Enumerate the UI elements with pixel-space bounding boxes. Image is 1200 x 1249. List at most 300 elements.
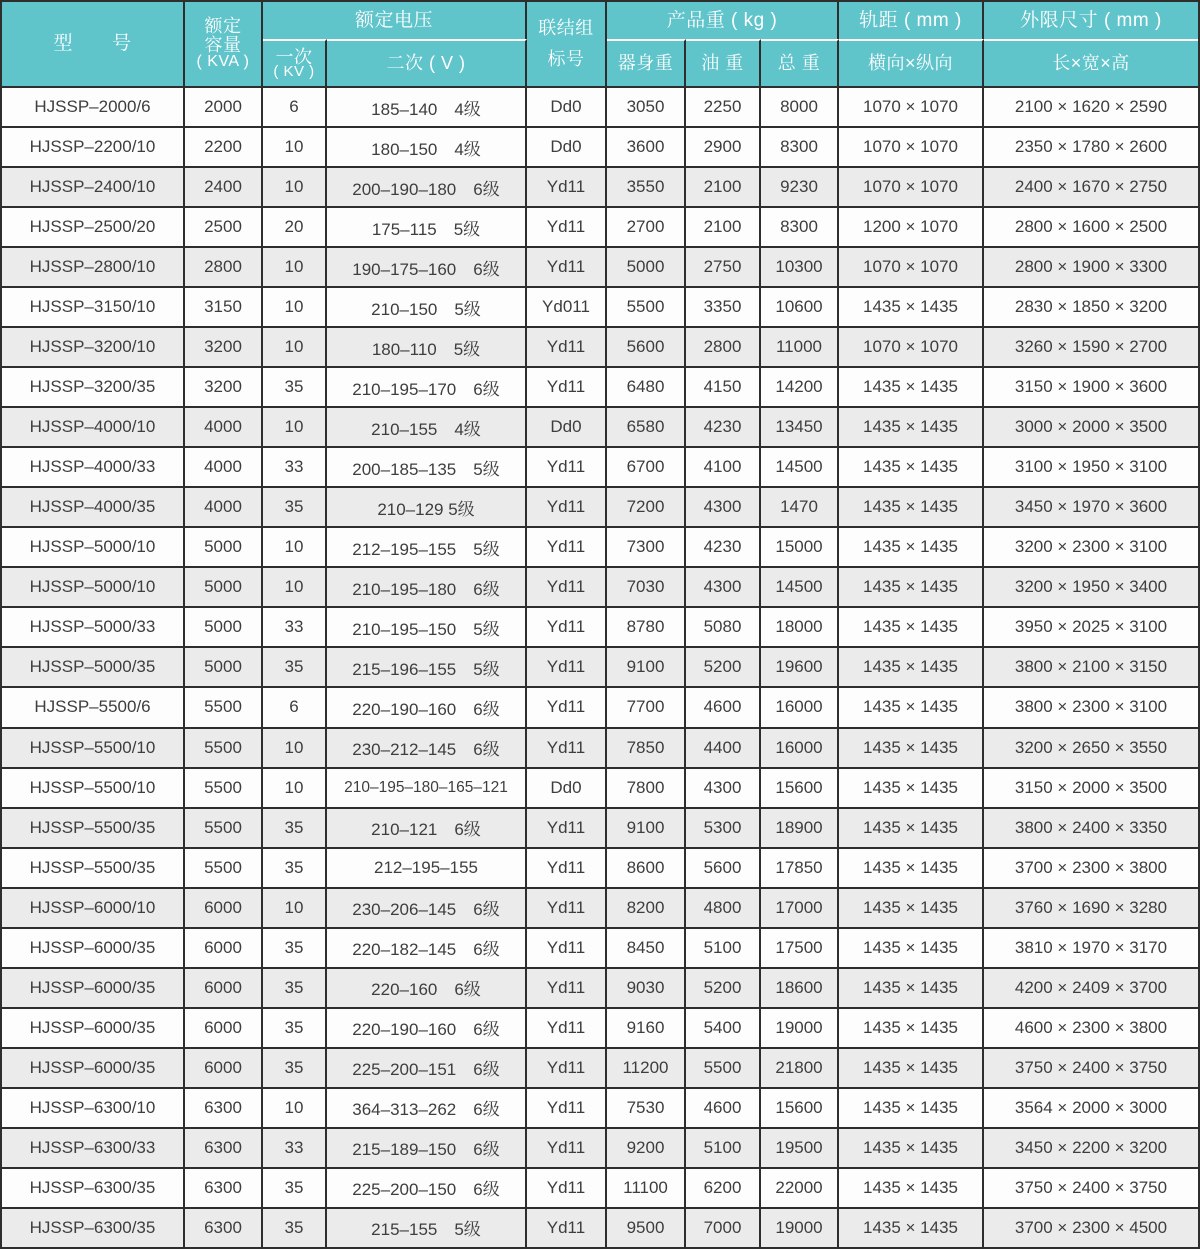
cell-total-weight: 18900 (761, 809, 839, 847)
cell-outer-dimensions: 4200 × 2409 × 3700 (1014, 977, 1168, 997)
header-secondary-voltage: 二次 ( V ) (327, 39, 527, 86)
cell-track-gauge: 1435 × 1435 (839, 368, 984, 406)
cell-total-weight: 22000 (761, 1169, 839, 1207)
cell-rated-capacity: 2500 (185, 208, 263, 246)
cell-secondary-voltage: 220–190–160 6级 (327, 688, 527, 726)
cell-rated-capacity: 3200 (185, 328, 263, 366)
cell-secondary-voltage: 210–195–150 5级 (327, 608, 527, 646)
cell-model: HJSSP–6000/35 (2, 929, 185, 967)
cell-connection-group: Yd11 (527, 328, 607, 366)
cell-rated-capacity: 2200 (185, 128, 263, 166)
table-row (2, 686, 1198, 726)
cell-secondary-voltage: 200–185–135 5级 (327, 448, 527, 486)
cell-oil-weight: 5400 (686, 1009, 761, 1047)
table-row (2, 1167, 1198, 1207)
cell-track-gauge: 1435 × 1435 (839, 688, 984, 726)
cell-outer-dimensions: 3200 × 2650 × 3550 (1014, 737, 1168, 757)
cell-body-weight: 9100 (607, 648, 686, 686)
cell-outer-dimensions: 3750 × 2400 × 3750 (1014, 1177, 1168, 1197)
header-rated-voltage: 额定电压 (263, 2, 527, 39)
cell-oil-weight: 2100 (686, 168, 761, 206)
cell-body-weight: 3050 (607, 88, 686, 126)
cell-track-gauge: 1435 × 1435 (839, 969, 984, 1007)
cell-total-weight: 8300 (761, 208, 839, 246)
table-row (2, 847, 1198, 887)
cell-oil-weight: 5600 (686, 849, 761, 887)
cell-total-weight: 11000 (761, 328, 839, 366)
table-row (2, 206, 1198, 246)
cell-body-weight: 2700 (607, 208, 686, 246)
header-body-weight: 器身重 (607, 39, 686, 86)
cell-track-gauge: 1070 × 1070 (839, 88, 984, 126)
cell-outer-dimensions: 4600 × 2300 × 3800 (1014, 1017, 1168, 1037)
cell-secondary-voltage: 210–129 5级 (327, 488, 527, 526)
header-model: 型 号 (2, 2, 185, 86)
cell-rated-capacity: 3150 (185, 288, 263, 326)
cell-track-gauge: 1435 × 1435 (839, 488, 984, 526)
cell-connection-group: Dd0 (527, 88, 607, 126)
cell-primary-voltage: 10 (263, 769, 327, 807)
cell-body-weight: 8200 (607, 889, 686, 927)
cell-model: HJSSP–6300/33 (2, 1129, 185, 1167)
cell-secondary-voltage: 180–110 5级 (327, 328, 527, 366)
header-outer-dimensions-sub: 长×宽×高 (984, 39, 1198, 86)
cell-secondary-voltage: 210–155 4级 (327, 408, 527, 446)
cell-secondary-voltage: 210–195–180 6级 (327, 568, 527, 606)
cell-connection-group: Yd11 (527, 608, 607, 646)
cell-body-weight: 7200 (607, 488, 686, 526)
table-row (2, 566, 1198, 606)
cell-track-gauge: 1435 × 1435 (839, 849, 984, 887)
cell-rated-capacity: 6000 (185, 889, 263, 927)
cell-rated-capacity: 4000 (185, 408, 263, 446)
table-row (2, 126, 1198, 166)
cell-body-weight: 8780 (607, 608, 686, 646)
cell-oil-weight: 4600 (686, 688, 761, 726)
cell-model: HJSSP–5000/10 (2, 528, 185, 566)
cell-connection-group: Yd11 (527, 969, 607, 1007)
cell-body-weight: 9500 (607, 1209, 686, 1247)
cell-track-gauge: 1070 × 1070 (839, 128, 984, 166)
cell-total-weight: 21800 (761, 1049, 839, 1087)
cell-rated-capacity: 5500 (185, 688, 263, 726)
cell-rated-capacity: 4000 (185, 488, 263, 526)
cell-rated-capacity: 5000 (185, 528, 263, 566)
cell-model: HJSSP–5500/35 (2, 809, 185, 847)
cell-total-weight: 10600 (761, 288, 839, 326)
cell-rated-capacity: 4000 (185, 448, 263, 486)
cell-track-gauge: 1435 × 1435 (839, 448, 984, 486)
cell-connection-group: Yd11 (527, 488, 607, 526)
cell-secondary-voltage: 212–195–155 (327, 849, 527, 887)
cell-outer-dimensions: 2830 × 1850 × 3200 (1014, 297, 1168, 317)
table-row (2, 807, 1198, 847)
cell-connection-group: Yd11 (527, 1049, 607, 1087)
cell-total-weight: 19500 (761, 1129, 839, 1167)
cell-rated-capacity: 5500 (185, 729, 263, 767)
table-row (2, 887, 1198, 927)
cell-outer-dimensions: 3750 × 2400 × 3750 (1014, 1057, 1168, 1077)
cell-track-gauge: 1435 × 1435 (839, 528, 984, 566)
cell-primary-voltage: 35 (263, 1049, 327, 1087)
cell-oil-weight: 5100 (686, 929, 761, 967)
header-product-weight: 产品重 ( kg ) (607, 2, 839, 39)
cell-model: HJSSP–4000/33 (2, 448, 185, 486)
cell-oil-weight: 2250 (686, 88, 761, 126)
table-row (2, 606, 1198, 646)
cell-track-gauge: 1435 × 1435 (839, 1169, 984, 1207)
header-total-weight: 总 重 (761, 39, 839, 86)
cell-primary-voltage: 10 (263, 248, 327, 286)
cell-total-weight: 9230 (761, 168, 839, 206)
cell-oil-weight: 4100 (686, 448, 761, 486)
cell-track-gauge: 1435 × 1435 (839, 1009, 984, 1047)
cell-total-weight: 14500 (761, 568, 839, 606)
cell-total-weight: 16000 (761, 729, 839, 767)
cell-outer-dimensions: 3150 × 2000 × 3500 (1014, 777, 1168, 797)
cell-connection-group: Yd11 (527, 1129, 607, 1167)
cell-secondary-voltage: 215–196–155 5级 (327, 648, 527, 686)
cell-outer-dimensions: 3450 × 1970 × 3600 (1014, 497, 1168, 517)
table-row (2, 967, 1198, 1007)
cell-model: HJSSP–2800/10 (2, 248, 185, 286)
cell-track-gauge: 1435 × 1435 (839, 288, 984, 326)
table-row (2, 646, 1198, 686)
cell-outer-dimensions: 3000 × 2000 × 3500 (1014, 417, 1168, 437)
cell-outer-dimensions: 3800 × 2100 × 3150 (1014, 657, 1168, 677)
header-connection-group-line2: 标号 (547, 49, 585, 69)
cell-total-weight: 1470 (761, 488, 839, 526)
header-oil-weight: 油 重 (686, 39, 761, 86)
table-row (2, 767, 1198, 807)
cell-primary-voltage: 10 (263, 408, 327, 446)
cell-model: HJSSP–3200/35 (2, 368, 185, 406)
table-row (2, 166, 1198, 206)
cell-oil-weight: 5200 (686, 969, 761, 1007)
header-primary-voltage-unit: ( KV ) (273, 62, 315, 80)
cell-outer-dimensions: 2800 × 1900 × 3300 (1014, 257, 1168, 277)
cell-outer-dimensions: 3100 × 1950 × 3100 (1014, 457, 1168, 477)
cell-outer-dimensions: 2100 × 1620 × 2590 (1014, 97, 1168, 117)
cell-model: HJSSP–2000/6 (2, 88, 185, 126)
cell-oil-weight: 7000 (686, 1209, 761, 1247)
cell-model: HJSSP–6000/35 (2, 969, 185, 1007)
cell-body-weight: 5600 (607, 328, 686, 366)
cell-oil-weight: 4230 (686, 528, 761, 566)
cell-oil-weight: 2750 (686, 248, 761, 286)
cell-outer-dimensions: 2800 × 1600 × 2500 (1014, 217, 1168, 237)
cell-model: HJSSP–6000/35 (2, 1049, 185, 1087)
cell-primary-voltage: 35 (263, 849, 327, 887)
table-row (2, 927, 1198, 967)
cell-rated-capacity: 6000 (185, 1009, 263, 1047)
cell-oil-weight: 3350 (686, 288, 761, 326)
cell-primary-voltage: 35 (263, 648, 327, 686)
cell-outer-dimensions: 3700 × 2300 × 3800 (1014, 857, 1168, 877)
header-rated-capacity-line1: 额定 (204, 15, 242, 36)
cell-connection-group: Yd11 (527, 568, 607, 606)
cell-primary-voltage: 33 (263, 608, 327, 646)
cell-model: HJSSP–5500/6 (2, 688, 185, 726)
cell-body-weight: 5000 (607, 248, 686, 286)
table-row (2, 246, 1198, 286)
cell-outer-dimensions: 3200 × 2300 × 3100 (1014, 537, 1168, 557)
cell-connection-group: Dd0 (527, 128, 607, 166)
header-outer-dimensions: 外限尺寸 ( mm ) (1020, 9, 1162, 31)
cell-body-weight: 11200 (607, 1049, 686, 1087)
cell-total-weight: 17000 (761, 889, 839, 927)
cell-outer-dimensions: 3260 × 1590 × 2700 (1014, 337, 1168, 357)
cell-oil-weight: 5200 (686, 648, 761, 686)
cell-connection-group: Yd11 (527, 1009, 607, 1047)
header-track-gauge-sub: 横向×纵向 (839, 39, 984, 86)
cell-rated-capacity: 6300 (185, 1129, 263, 1167)
cell-connection-group: Yd11 (527, 1089, 607, 1127)
cell-primary-voltage: 10 (263, 568, 327, 606)
cell-secondary-voltage: 220–182–145 6级 (327, 929, 527, 967)
cell-oil-weight: 4300 (686, 488, 761, 526)
cell-connection-group: Yd11 (527, 368, 607, 406)
cell-total-weight: 18000 (761, 608, 839, 646)
cell-model: HJSSP–6300/35 (2, 1169, 185, 1207)
cell-track-gauge: 1435 × 1435 (839, 889, 984, 927)
cell-model: HJSSP–6300/35 (2, 1209, 185, 1247)
cell-outer-dimensions: 3800 × 2400 × 3350 (1014, 817, 1168, 837)
cell-rated-capacity: 2000 (185, 88, 263, 126)
header-rated-capacity-line2: 容量 (204, 34, 242, 55)
cell-primary-voltage: 10 (263, 128, 327, 166)
cell-track-gauge: 1435 × 1435 (839, 1209, 984, 1247)
cell-total-weight: 17850 (761, 849, 839, 887)
cell-outer-dimensions: 3200 × 1950 × 3400 (1014, 577, 1168, 597)
cell-primary-voltage: 10 (263, 288, 327, 326)
cell-track-gauge: 1435 × 1435 (839, 729, 984, 767)
cell-total-weight: 19000 (761, 1209, 839, 1247)
cell-rated-capacity: 6300 (185, 1089, 263, 1127)
cell-outer-dimensions: 3760 × 1690 × 3280 (1014, 897, 1168, 917)
cell-connection-group: Yd011 (527, 288, 607, 326)
cell-body-weight: 9160 (607, 1009, 686, 1047)
cell-track-gauge: 1435 × 1435 (839, 608, 984, 646)
cell-oil-weight: 2100 (686, 208, 761, 246)
cell-secondary-voltage: 180–150 4级 (327, 128, 527, 166)
cell-total-weight: 8300 (761, 128, 839, 166)
cell-connection-group: Yd11 (527, 168, 607, 206)
cell-connection-group: Yd11 (527, 448, 607, 486)
cell-body-weight: 8600 (607, 849, 686, 887)
cell-primary-voltage: 35 (263, 488, 327, 526)
cell-track-gauge: 1435 × 1435 (839, 1049, 984, 1087)
cell-total-weight: 13450 (761, 408, 839, 446)
header-track-gauge: 轨距 ( mm ) (839, 2, 984, 39)
cell-primary-voltage: 10 (263, 328, 327, 366)
table-body (2, 86, 1198, 1247)
cell-body-weight: 7530 (607, 1089, 686, 1127)
cell-secondary-voltage: 200–190–180 6级 (327, 168, 527, 206)
cell-total-weight: 17500 (761, 929, 839, 967)
cell-primary-voltage: 10 (263, 889, 327, 927)
cell-model: HJSSP–3200/10 (2, 328, 185, 366)
cell-body-weight: 9200 (607, 1129, 686, 1167)
cell-outer-dimensions: 3150 × 1900 × 3600 (1014, 377, 1168, 397)
cell-oil-weight: 2800 (686, 328, 761, 366)
cell-body-weight: 5500 (607, 288, 686, 326)
cell-secondary-voltage: 185–140 4级 (327, 88, 527, 126)
cell-outer-dimensions: 3950 × 2025 × 3100 (1014, 617, 1168, 637)
cell-secondary-voltage: 215–189–150 6级 (327, 1129, 527, 1167)
cell-primary-voltage: 35 (263, 969, 327, 1007)
table-row (2, 486, 1198, 526)
cell-outer-dimensions: 3800 × 2300 × 3100 (1014, 697, 1168, 717)
cell-rated-capacity: 5500 (185, 769, 263, 807)
cell-secondary-voltage: 225–200–151 6级 (327, 1049, 527, 1087)
cell-body-weight: 7700 (607, 688, 686, 726)
cell-model: HJSSP–3150/10 (2, 288, 185, 326)
cell-rated-capacity: 5500 (185, 809, 263, 847)
cell-secondary-voltage: 210–150 5级 (327, 288, 527, 326)
cell-rated-capacity: 5000 (185, 568, 263, 606)
cell-total-weight: 18600 (761, 969, 839, 1007)
cell-primary-voltage: 35 (263, 1009, 327, 1047)
cell-primary-voltage: 6 (263, 88, 327, 126)
cell-track-gauge: 1435 × 1435 (839, 648, 984, 686)
cell-track-gauge: 1070 × 1070 (839, 248, 984, 286)
cell-primary-voltage: 10 (263, 729, 327, 767)
cell-track-gauge: 1435 × 1435 (839, 1089, 984, 1127)
cell-model: HJSSP–5500/10 (2, 729, 185, 767)
cell-secondary-voltage: 175–115 5级 (327, 208, 527, 246)
cell-body-weight: 6580 (607, 408, 686, 446)
cell-rated-capacity: 6300 (185, 1169, 263, 1207)
cell-oil-weight: 4230 (686, 408, 761, 446)
cell-body-weight: 7030 (607, 568, 686, 606)
cell-model: HJSSP–5000/35 (2, 648, 185, 686)
header-primary-voltage-label: 一次 (275, 46, 313, 67)
cell-track-gauge: 1435 × 1435 (839, 929, 984, 967)
cell-outer-dimensions: 3810 × 1970 × 3170 (1014, 937, 1168, 957)
cell-model: HJSSP–4000/10 (2, 408, 185, 446)
cell-primary-voltage: 35 (263, 929, 327, 967)
cell-oil-weight: 4300 (686, 568, 761, 606)
header-primary-voltage (263, 39, 327, 86)
header-connection-group-line1: 联结组 (538, 18, 594, 39)
cell-body-weight: 7800 (607, 769, 686, 807)
cell-oil-weight: 4800 (686, 889, 761, 927)
cell-outer-dimensions: 3700 × 2300 × 4500 (1014, 1217, 1168, 1237)
cell-connection-group: Yd11 (527, 208, 607, 246)
cell-primary-voltage: 35 (263, 809, 327, 847)
cell-model: HJSSP–6000/35 (2, 1009, 185, 1047)
cell-total-weight: 19000 (761, 1009, 839, 1047)
cell-rated-capacity: 5000 (185, 608, 263, 646)
cell-connection-group: Yd11 (527, 648, 607, 686)
cell-secondary-voltage: 230–212–145 6级 (327, 729, 527, 767)
table-row (2, 86, 1198, 126)
header-connection-group (527, 2, 607, 86)
cell-oil-weight: 5100 (686, 1129, 761, 1167)
cell-model: HJSSP–5500/10 (2, 769, 185, 807)
cell-track-gauge: 1070 × 1070 (839, 328, 984, 366)
cell-connection-group: Yd11 (527, 849, 607, 887)
cell-total-weight: 15600 (761, 769, 839, 807)
cell-connection-group: Yd11 (527, 809, 607, 847)
cell-outer-dimensions: 2350 × 1780 × 2600 (1014, 137, 1168, 157)
cell-body-weight: 9100 (607, 809, 686, 847)
cell-total-weight: 8000 (761, 88, 839, 126)
table-row (2, 1087, 1198, 1127)
cell-track-gauge: 1435 × 1435 (839, 1129, 984, 1167)
cell-oil-weight: 2900 (686, 128, 761, 166)
cell-total-weight: 15000 (761, 528, 839, 566)
cell-connection-group: Yd11 (527, 1209, 607, 1247)
table-row (2, 286, 1198, 326)
cell-primary-voltage: 35 (263, 1209, 327, 1247)
cell-connection-group: Yd11 (527, 688, 607, 726)
cell-total-weight: 16000 (761, 688, 839, 726)
cell-total-weight: 14500 (761, 448, 839, 486)
cell-body-weight: 7850 (607, 729, 686, 767)
table-header (2, 2, 1198, 86)
cell-body-weight: 3550 (607, 168, 686, 206)
cell-connection-group: Yd11 (527, 528, 607, 566)
cell-secondary-voltage: 210–195–180–165–121 (327, 769, 527, 807)
cell-model: HJSSP–2500/20 (2, 208, 185, 246)
cell-model: HJSSP–5000/10 (2, 568, 185, 606)
cell-total-weight: 19600 (761, 648, 839, 686)
cell-body-weight: 7300 (607, 528, 686, 566)
cell-primary-voltage: 10 (263, 1089, 327, 1127)
cell-model: HJSSP–2400/10 (2, 168, 185, 206)
cell-connection-group: Yd11 (527, 248, 607, 286)
cell-total-weight: 10300 (761, 248, 839, 286)
cell-track-gauge: 1200 × 1070 (839, 208, 984, 246)
cell-secondary-voltage: 210–121 6级 (327, 809, 527, 847)
cell-secondary-voltage: 225–200–150 6级 (327, 1169, 527, 1207)
cell-rated-capacity: 6000 (185, 969, 263, 1007)
cell-model: HJSSP–6000/10 (2, 889, 185, 927)
cell-primary-voltage: 6 (263, 688, 327, 726)
cell-model: HJSSP–4000/35 (2, 488, 185, 526)
cell-connection-group: Yd11 (527, 889, 607, 927)
cell-oil-weight: 6200 (686, 1169, 761, 1207)
cell-rated-capacity: 6300 (185, 1209, 263, 1247)
table-row (2, 326, 1198, 366)
cell-connection-group: Yd11 (527, 729, 607, 767)
cell-rated-capacity: 6000 (185, 929, 263, 967)
table-row (2, 1127, 1198, 1167)
cell-body-weight: 8450 (607, 929, 686, 967)
cell-rated-capacity: 2800 (185, 248, 263, 286)
cell-track-gauge: 1435 × 1435 (839, 568, 984, 606)
cell-primary-voltage: 35 (263, 368, 327, 406)
table-row (2, 727, 1198, 767)
cell-rated-capacity: 5000 (185, 648, 263, 686)
cell-outer-dimensions: 3564 × 2000 × 3000 (1014, 1097, 1168, 1117)
cell-secondary-voltage: 220–160 6级 (327, 969, 527, 1007)
cell-connection-group: Dd0 (527, 408, 607, 446)
cell-body-weight: 11100 (607, 1169, 686, 1207)
cell-oil-weight: 5080 (686, 608, 761, 646)
cell-body-weight: 6480 (607, 368, 686, 406)
header-rated-capacity-unit: ( KVA ) (196, 53, 250, 71)
cell-model: HJSSP–5500/35 (2, 849, 185, 887)
cell-connection-group: Yd11 (527, 1169, 607, 1207)
cell-oil-weight: 5300 (686, 809, 761, 847)
table-row (2, 366, 1198, 406)
cell-total-weight: 14200 (761, 368, 839, 406)
header-rated-capacity (185, 2, 263, 86)
cell-oil-weight: 5500 (686, 1049, 761, 1087)
